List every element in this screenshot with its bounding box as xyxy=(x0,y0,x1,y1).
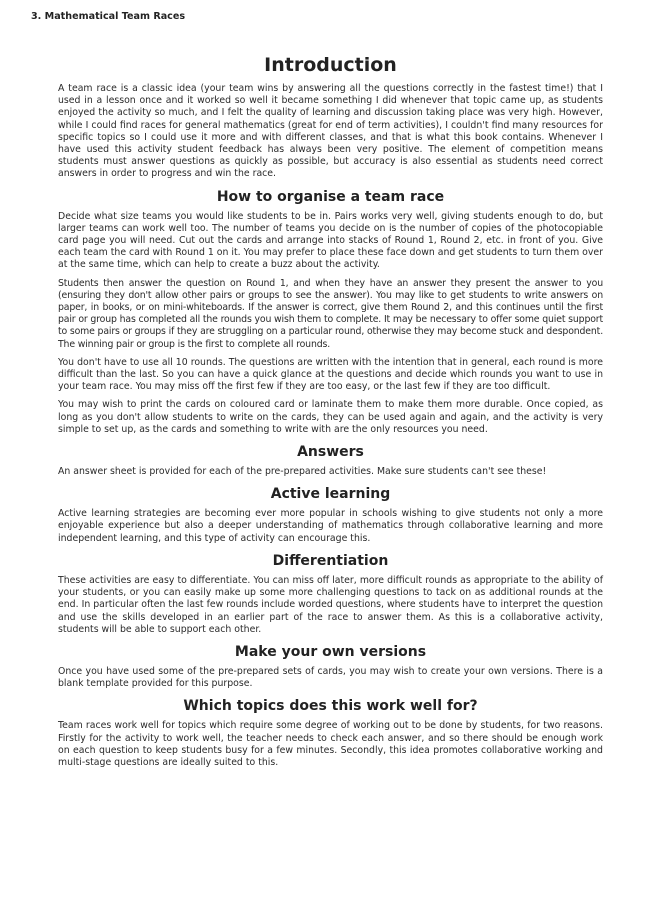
active-learning-paragraph: Active learning strategies are becoming ever more popular in schools wishing to give students not only a more enjoyable experience but also a deeper understanding of mathematics through collaborative learning and more independent learning, and this type of activity can encourage this. xyxy=(58,508,603,544)
which-topics-paragraph: Team races work well for topics which require some degree of working out to be done by students, for two reasons. Firstly for the activity to work well, the teacher needs to check each answer, and so there should be enough work on each question to keep students busy for a few minutes. Secondly, this idea promotes collaborative working and multi-stage questions are ideally suited to this. xyxy=(58,720,603,768)
make-your-own-paragraph: Once you have used some of the pre-prepared sets of cards, you may wish to create your own versions. There is a blank template provided for this purpose. xyxy=(58,665,603,690)
section-heading-how-to-organise: How to organise a team race xyxy=(216,188,445,205)
introduction-paragraph: A team race is a classic idea (your team wins by answering all the questions correctly in the fastest time!) that I used in a lesson once and it worked so well it became something I did whenever that topic came up, as students enjoyed the activity so much, and I felt the quality of learning and discussion taking place was very high. However, while I could find races for general mathematics (great for end of term activities), I couldn't find many resources for specific topics so I could use it more and with different classes, and that is what this book contains. Whenever I have used this activity student feedback has always been very positive. The element of competition means students must answer questions as quickly as possible, but accuracy is also essential as students need correct answers in order to progress and win the race. xyxy=(58,83,603,180)
section-heading-differentiation: Differentiation xyxy=(272,552,389,569)
organise-paragraph: You don't have to use all 10 rounds. The questions are written with the intention that in general, each round is more difficult than the last. So you can have a quick glance at the questions and decide which rounds you want to use in your team race. You may miss off the first few if they are too easy, or the last few if they are too difficult. xyxy=(58,356,603,393)
answers-paragraph: An answer sheet is provided for each of the pre-prepared activities. Make sure students can't see these! xyxy=(58,466,547,478)
page-title: Introduction xyxy=(264,54,397,76)
section-heading-active-learning: Active learning xyxy=(270,486,391,503)
section-heading-make-your-own: Make your own versions xyxy=(234,643,427,660)
running-header: 3. Mathematical Team Races xyxy=(31,11,186,22)
organise-paragraph: Decide what size teams you would like students to be in. Pairs works very well, giving students enough to do, but larger teams can work well too. The number of teams you decide on is the number of copies of the photocopiable card page you will need. Cut out the cards and arrange into stacks of Round 1, Round 2, etc. in front of you. Give each team the card with Round 1 on it. You may prefer to place these face down and get students to turn them over at the same time, which can help to create a buzz about the activity. xyxy=(58,210,603,271)
page-content xyxy=(58,52,603,775)
section-heading-which-topics: Which topics does this work well for? xyxy=(183,698,478,715)
differentiation-paragraph: These activities are easy to differentiate. You can miss off later, more difficult rounds as appropriate to the ability of your students, or you can easily make up some more challenging questions to tack on as additional rounds at the end. In particular often the last few rounds include worded questions, where students have to interpret the question and use the skills developed in an earlier part of the race to answer them. As this is a collaborative activity, students will be able to support each other. xyxy=(58,574,603,635)
organise-paragraph: Students then answer the question on Round 1, and when they have an answer they present the answer to you (ensuring they don't allow other pairs or groups to see the answer). You may like to get students to write answers on paper, in books, or on mini-whiteboards. If the answer is correct, give them Round 2, and this continues until the first pair or group has completed all the rounds you wish them to complete. It may be necessary to offer some quiet support to some pairs or groups if they are struggling on a particular round, otherwise they may become stuck and despondent. The winning pair or group is the first to complete all rounds. xyxy=(58,277,604,350)
section-heading-answers: Answers xyxy=(297,444,364,461)
organise-paragraph: You may wish to print the cards on coloured card or laminate them to make them more durable. Once copied, as long as you don't allow students to write on the cards, they can be used again and again, and the activity is very simple to set up, as the cards and something to write with are the only resources you need. xyxy=(58,399,603,435)
